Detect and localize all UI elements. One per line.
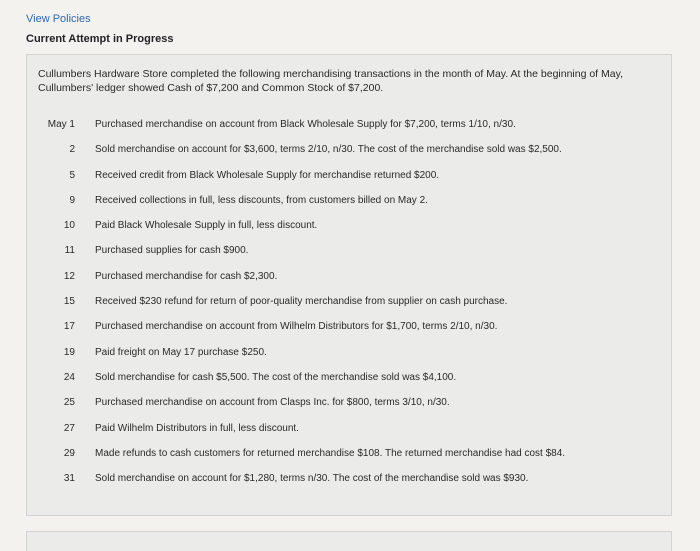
problem-intro — [38, 67, 648, 95]
transaction-row — [38, 368, 658, 393]
transaction-date: 29 — [63, 447, 75, 459]
transaction-row — [38, 444, 658, 469]
transaction-date: 24 — [63, 371, 75, 383]
transaction-row — [38, 419, 658, 444]
problem-card — [26, 54, 672, 516]
transaction-row — [38, 115, 658, 140]
transaction-row — [38, 267, 658, 292]
transaction-row — [38, 166, 658, 191]
transaction-date: 11 — [64, 245, 75, 257]
transaction-date: May 1 — [47, 119, 75, 130]
transaction-description: Sold merchandise for cash $5,500. The cost of the merchandise sold was $4,100. — [95, 371, 457, 383]
intro-line-2: Cullumbers' ledger showed Cash of $7,200 and Common Stock of $7,200. — [38, 82, 384, 94]
transaction-date: 31 — [63, 473, 75, 485]
transaction-description: Purchased supplies for cash $900. — [95, 245, 249, 257]
next-section-card — [26, 531, 672, 551]
intro-line-1: Cullumbers Hardware Store completed the following merchandising transactions in the month of May. At the beginning of May, — [38, 68, 623, 80]
transaction-description: Paid freight on May 17 purchase $250. — [95, 346, 267, 358]
transaction-description: Received $230 refund for return of poor-quality merchandise from supplier on cash purchase. — [95, 296, 508, 308]
transaction-row — [38, 343, 658, 368]
view-policies-link[interactable]: View Policies — [26, 13, 91, 25]
transaction-description: Paid Wilhelm Distributors in full, less discount. — [95, 422, 299, 434]
transaction-description: Purchased merchandise on account from Black Wholesale Supply for $7,200, terms 1/10, n/30. — [95, 119, 516, 130]
transaction-description: Received collections in full, less discounts, from customers billed on May 2. — [95, 194, 428, 206]
transactions-table — [38, 115, 658, 494]
transaction-date: 10 — [63, 220, 75, 232]
transaction-row — [38, 292, 658, 317]
attempt-status-heading: Current Attempt in Progress — [26, 33, 174, 45]
transaction-date: 12 — [63, 270, 75, 282]
transaction-date: 27 — [63, 422, 75, 434]
transaction-description: Received credit from Black Wholesale Supply for merchandise returned $200. — [95, 169, 440, 181]
transaction-row — [38, 216, 658, 241]
transaction-row — [38, 469, 658, 494]
transaction-date: 9 — [69, 194, 75, 206]
transaction-row — [38, 393, 658, 418]
transaction-date: 2 — [69, 144, 75, 156]
transaction-description: Paid Black Wholesale Supply in full, less discount. — [95, 220, 318, 232]
transaction-description: Sold merchandise on account for $1,280, terms n/30. The cost of the merchandise sold was $930. — [95, 473, 529, 485]
transaction-row — [38, 140, 658, 165]
transaction-date: 25 — [63, 397, 75, 409]
transaction-date: 5 — [69, 169, 75, 181]
transaction-row — [38, 241, 658, 266]
transaction-description: Sold merchandise on account for $3,600, terms 2/10, n/30. The cost of the merchandise sold was $2,500. — [95, 144, 562, 156]
transaction-description: Purchased merchandise on account from Wilhelm Distributors for $1,700, terms 2/10, n/30. — [95, 321, 498, 333]
transaction-row — [38, 317, 658, 342]
transaction-date: 19 — [63, 346, 75, 358]
transaction-description: Made refunds to cash customers for returned merchandise $108. The returned merchandise had cost $84. — [95, 447, 566, 459]
transaction-date: 15 — [63, 296, 75, 308]
transaction-date: 17 — [63, 321, 75, 333]
transaction-row — [38, 191, 658, 216]
transaction-description: Purchased merchandise for cash $2,300. — [95, 270, 278, 282]
transaction-description: Purchased merchandise on account from Clasps Inc. for $800, terms 3/10, n/30. — [95, 397, 450, 409]
